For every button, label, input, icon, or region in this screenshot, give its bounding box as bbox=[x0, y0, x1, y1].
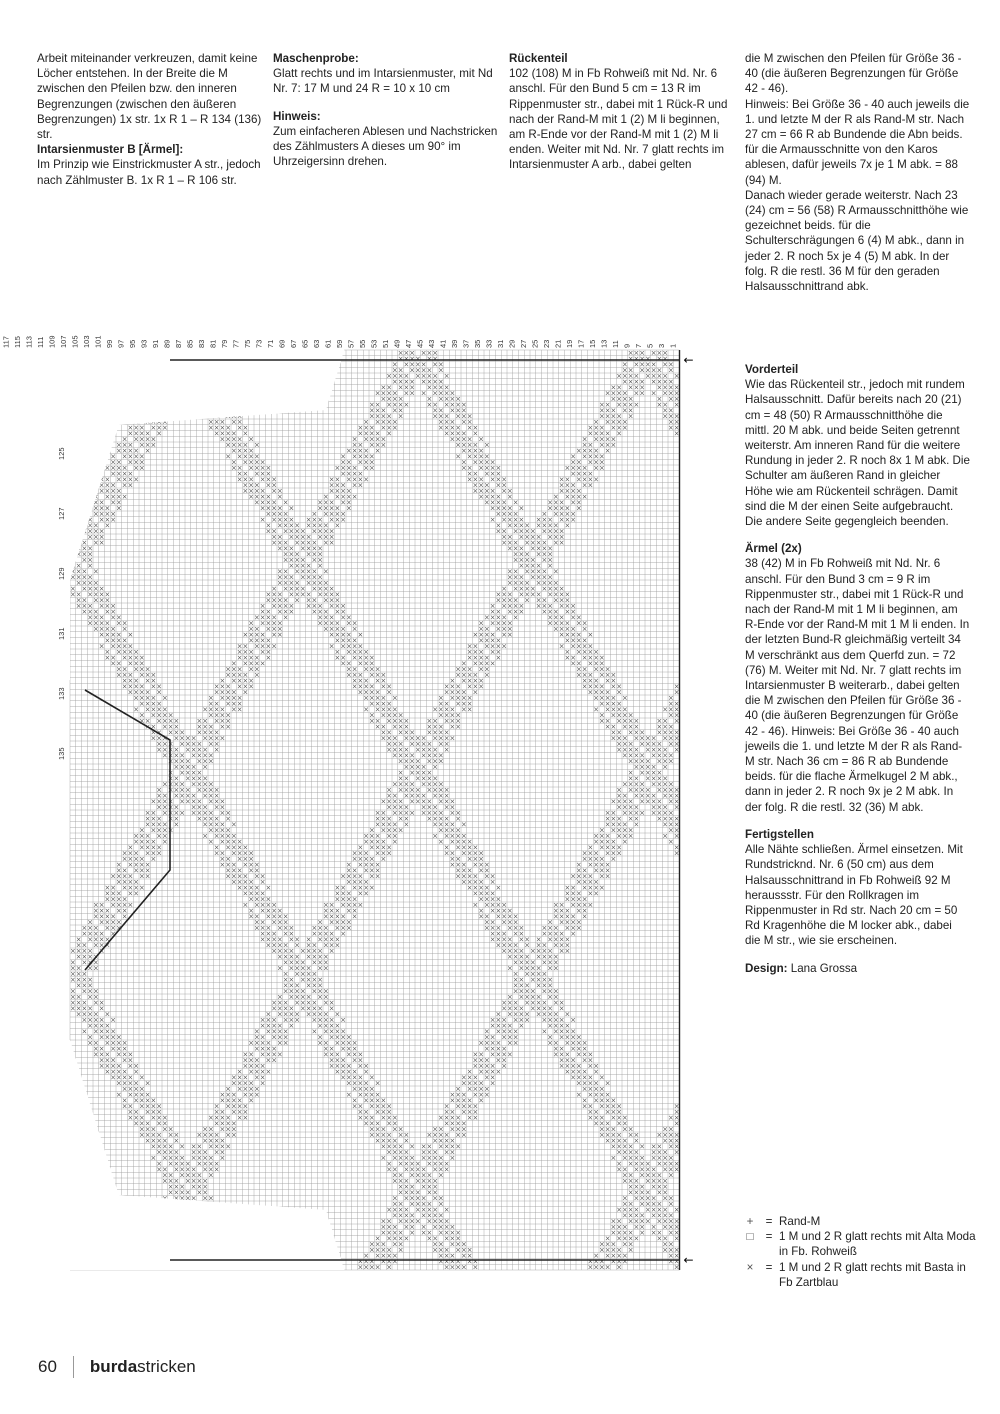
chart-grid bbox=[70, 350, 680, 1270]
heading-hinweis: Hinweis: bbox=[273, 109, 321, 123]
legend-item-rand: + = Rand-M bbox=[741, 1214, 981, 1229]
column-label: 81 bbox=[208, 339, 218, 348]
paragraph: 102 (108) M in Fb Rohweiß mit Nd. Nr. 6 anschl. Für den Bund 5 cm = 13 R im Rippenmuster str., dabei mit 1 Rück-R und nach der Rand-M mit 1 (2) M li beginnen, am R-Ende vor der Rand-M mit 1 (2) M li enden. Weiter mit Nd. Nr. 7 glatt rechts im Intarsienmuster A arb., dabei gelten bbox=[509, 67, 728, 172]
column-label: 43 bbox=[427, 339, 436, 348]
paragraph: Hinweis: Bei Größe 36 - 40 auch jeweils die 1. und letzte M der R als Rand-M str. Nach 27 cm = 66 R ab Bundende die Abn beids. für die Armausschnitte von den Karos ablesen, dafür jeweils 7x je 1 M abk. = 88 (94) M. bbox=[745, 97, 970, 187]
column-label: 15 bbox=[588, 339, 597, 348]
paragraph: Glatt rechts und im Intarsienmuster, mit Nd Nr. 7: 17 M und 24 R = 10 x 10 cm bbox=[273, 67, 493, 96]
column-label: 9 bbox=[622, 343, 632, 348]
legend bbox=[741, 1214, 981, 1290]
paragraph: Im Prinzip wie Einstrickmuster A str., jedoch nach Zählmuster B. 1x R 1 – R 106 str. bbox=[37, 158, 261, 187]
column-label: 107 bbox=[59, 335, 68, 348]
column-label: 5 bbox=[645, 343, 655, 348]
column-label: 41 bbox=[438, 339, 448, 348]
column-label: 57 bbox=[346, 339, 356, 348]
heading-aermel: Ärmel (2x) bbox=[745, 542, 802, 556]
heading-intarsienmuster-b: Intarsienmuster B [Ärmel]: bbox=[37, 143, 184, 157]
column-label: 39 bbox=[450, 339, 459, 348]
column-label: 11 bbox=[611, 340, 620, 348]
column-label: 21 bbox=[553, 339, 563, 348]
row-label: 129 bbox=[57, 567, 66, 580]
column-label: 89 bbox=[162, 339, 172, 348]
paragraph: 38 (42) M in Fb Rohweiß mit Nd. Nr. 6 anschl. Für den Bund 3 cm = 9 R im Rippenmuster str., dabei mit 1 Rück-R und nach der Rand-M mit 1 M li beginnen, am R-Ende vor der Rand-M mit 1 M li enden. In der letzten Bund-R gleichmäßig verteilt 34 M verschränkt aus dem Querfd zun. = 72 (76) M. Weiter mit Nd. Nr. 7 glatt rechts im Intarsienmuster B weiterarb., dabei gelten die M zwischen den Pfeilen für Größe 36 - 40 (die äußeren Begrenzungen für Größe 42 - 46). Hinweis: Bei Größe 36 - 40 auch jeweils die 1. und letzte M der R als Rand-M str. Nach 36 cm = 86 R ab Bundende beids. für die flache Ärmelkugel 2 M abk., dann in jeder 2. R noch 9x je 2 M abk. In der folg. R die restl. 32 (36) M abk. bbox=[745, 557, 970, 814]
column-label: 29 bbox=[507, 339, 517, 348]
paragraph: Alle Nähte schließen. Ärmel einsetzen. Mit Rundstricknd. Nr. 6 (50 cm) aus dem Halsausschnittrand in Fb Rohweiß 92 M heraussstr. Für den Rollkragen im Rippenmuster in Rd str. Nach 20 cm = 50 Rd Kragenhöhe die M locker abk., dabei die M str., wie sie erscheinen. bbox=[745, 843, 963, 948]
column-label: 65 bbox=[300, 339, 310, 348]
legend-text: 1 M und 2 R glatt rechts mit Basta in Fb Zartblau bbox=[779, 1260, 966, 1289]
column-label: 111 bbox=[36, 336, 45, 348]
heading-maschenprobe: Maschenprobe: bbox=[273, 52, 359, 65]
column-label: 87 bbox=[174, 339, 183, 348]
brand-logo: burdastricken bbox=[89, 1357, 196, 1376]
column-label: 19 bbox=[565, 339, 574, 348]
column-label: 103 bbox=[82, 335, 91, 348]
divider bbox=[73, 1356, 74, 1378]
column-label: 101 bbox=[93, 335, 103, 348]
column-label: 99 bbox=[105, 339, 114, 348]
legend-text: Rand-M bbox=[779, 1215, 821, 1228]
column-label: 83 bbox=[197, 339, 206, 348]
column-label: 31 bbox=[496, 339, 505, 348]
arrow-icon: ← bbox=[683, 353, 694, 367]
column-label: 75 bbox=[243, 339, 252, 348]
column-label: 51 bbox=[381, 339, 390, 348]
row-label: 135 bbox=[57, 747, 66, 760]
text-column-1 bbox=[37, 51, 262, 188]
legend-text: 1 M und 2 R glatt rechts mit Alta Moda in Fb. Rohweiß bbox=[779, 1230, 976, 1259]
column-label: 27 bbox=[519, 339, 528, 348]
page-number: 60 bbox=[38, 1357, 57, 1376]
column-label: 3 bbox=[657, 343, 666, 348]
column-label: 49 bbox=[392, 339, 402, 348]
design-credit bbox=[745, 961, 970, 976]
column-label: 69 bbox=[277, 339, 287, 348]
column-label: 45 bbox=[415, 339, 425, 348]
heading-fertigstellen: Fertigstellen bbox=[745, 827, 814, 841]
column-label: 85 bbox=[185, 339, 195, 348]
column-label: 13 bbox=[599, 339, 609, 348]
column-label: 79 bbox=[220, 339, 229, 348]
row-label: 125 bbox=[57, 447, 66, 460]
legend-item-zartblau: × = 1 M und 2 R glatt rechts mit Basta in Fb Zartblau bbox=[741, 1260, 981, 1290]
row-label: 131 bbox=[57, 627, 66, 640]
column-label: 33 bbox=[484, 339, 494, 348]
column-label: 23 bbox=[542, 339, 551, 348]
column-label: 37 bbox=[461, 339, 471, 348]
column-label: 117 bbox=[1, 336, 11, 348]
column-label: 47 bbox=[404, 339, 413, 348]
column-label: 1 bbox=[668, 343, 678, 348]
design-value: Lana Grossa bbox=[790, 961, 858, 975]
column-label: 71 bbox=[266, 339, 275, 348]
heading-vorderteil: Vorderteil bbox=[745, 363, 799, 376]
column-label: 63 bbox=[312, 339, 321, 348]
column-label: 97 bbox=[116, 339, 126, 348]
cross-icon: × bbox=[746, 1260, 754, 1274]
column-label: 95 bbox=[128, 339, 137, 348]
text-column-2 bbox=[273, 51, 503, 169]
knitting-chart bbox=[1, 320, 694, 1310]
empty-square-icon: □ bbox=[746, 1230, 754, 1244]
column-label: 105 bbox=[70, 335, 80, 348]
column-label: 25 bbox=[530, 339, 540, 348]
column-label: 113 bbox=[24, 336, 34, 348]
plus-icon: + bbox=[746, 1215, 754, 1228]
column-label: 91 bbox=[151, 339, 160, 348]
column-label: 55 bbox=[358, 339, 367, 348]
column-label: 93 bbox=[139, 339, 149, 348]
design-label: Design: bbox=[745, 961, 788, 975]
column-label: 115 bbox=[13, 336, 22, 348]
legend-item-rohweiss: □ = 1 M und 2 R glatt rechts mit Alta Moda in Fb. Rohweiß bbox=[741, 1229, 981, 1259]
text-column-3 bbox=[509, 51, 734, 173]
paragraph: die M zwischen den Pfeilen für Größe 36 - 40 (die äußeren Begrenzungen für Größe 42 - 46). bbox=[745, 52, 962, 96]
text-column-4-lower bbox=[745, 362, 970, 976]
paragraph: Zum einfacheren Ablesen und Nachstricken des Zählmusters A dieses um 90° im Uhrzeigersinn drehen. bbox=[273, 124, 498, 169]
column-label: 53 bbox=[369, 339, 379, 348]
column-label: 109 bbox=[47, 335, 57, 348]
column-label: 61 bbox=[323, 339, 333, 348]
heading-rueckenteil: Rückenteil bbox=[509, 52, 568, 65]
paragraph: Arbeit miteinander verkreuzen, damit keine Löcher entstehen. In der Breite die M zwischen den Pfeilen bzw. den inneren Begrenzungen (zwischen den äußeren Begrenzungen) 1x str. 1x R 1 – R 134 (136) str. bbox=[37, 52, 262, 142]
page-footer bbox=[38, 1356, 196, 1378]
paragraph: Wie das Rückenteil str., jedoch mit rundem Halsausschnitt. Dafür bereits nach 20 (21) cm = 48 (50) R Armausschnitthöhe die mittl. 20 M abk. und beide Seiten getrennt weiterstr. Am inneren Rand für die weitere Rundung in jeder 2. R noch 8x 1 M abk. Die Schulter am äußeren Rand in gleicher Höhe wie am Rückenteil schrägen. Damit sind die M der einen Seite aufgebraucht. Die andere Seite gegengleich beenden. bbox=[745, 378, 970, 529]
column-label: 77 bbox=[231, 339, 241, 348]
arrow-icon: ← bbox=[683, 1253, 694, 1267]
paragraph: Danach wieder gerade weiterstr. Nach 23 (24) cm = 56 (58) R Armausschnitthöhe wie gezeichnet beids. für die Schulterschrägungen 6 (4) M abk., dann in jeder 2. R noch 5x je 4 (5) M abk. In der folg. R die restl. 36 M für den geraden Halsausschnittrand abk. bbox=[745, 188, 969, 294]
column-label: 59 bbox=[335, 339, 344, 348]
column-label: 35 bbox=[473, 339, 482, 348]
text-column-4 bbox=[745, 51, 970, 294]
column-label: 73 bbox=[254, 339, 264, 348]
column-label: 67 bbox=[289, 339, 298, 348]
column-label: 7 bbox=[634, 343, 643, 348]
row-label: 133 bbox=[57, 687, 66, 700]
row-label: 127 bbox=[57, 507, 66, 520]
column-label: 17 bbox=[576, 339, 586, 348]
